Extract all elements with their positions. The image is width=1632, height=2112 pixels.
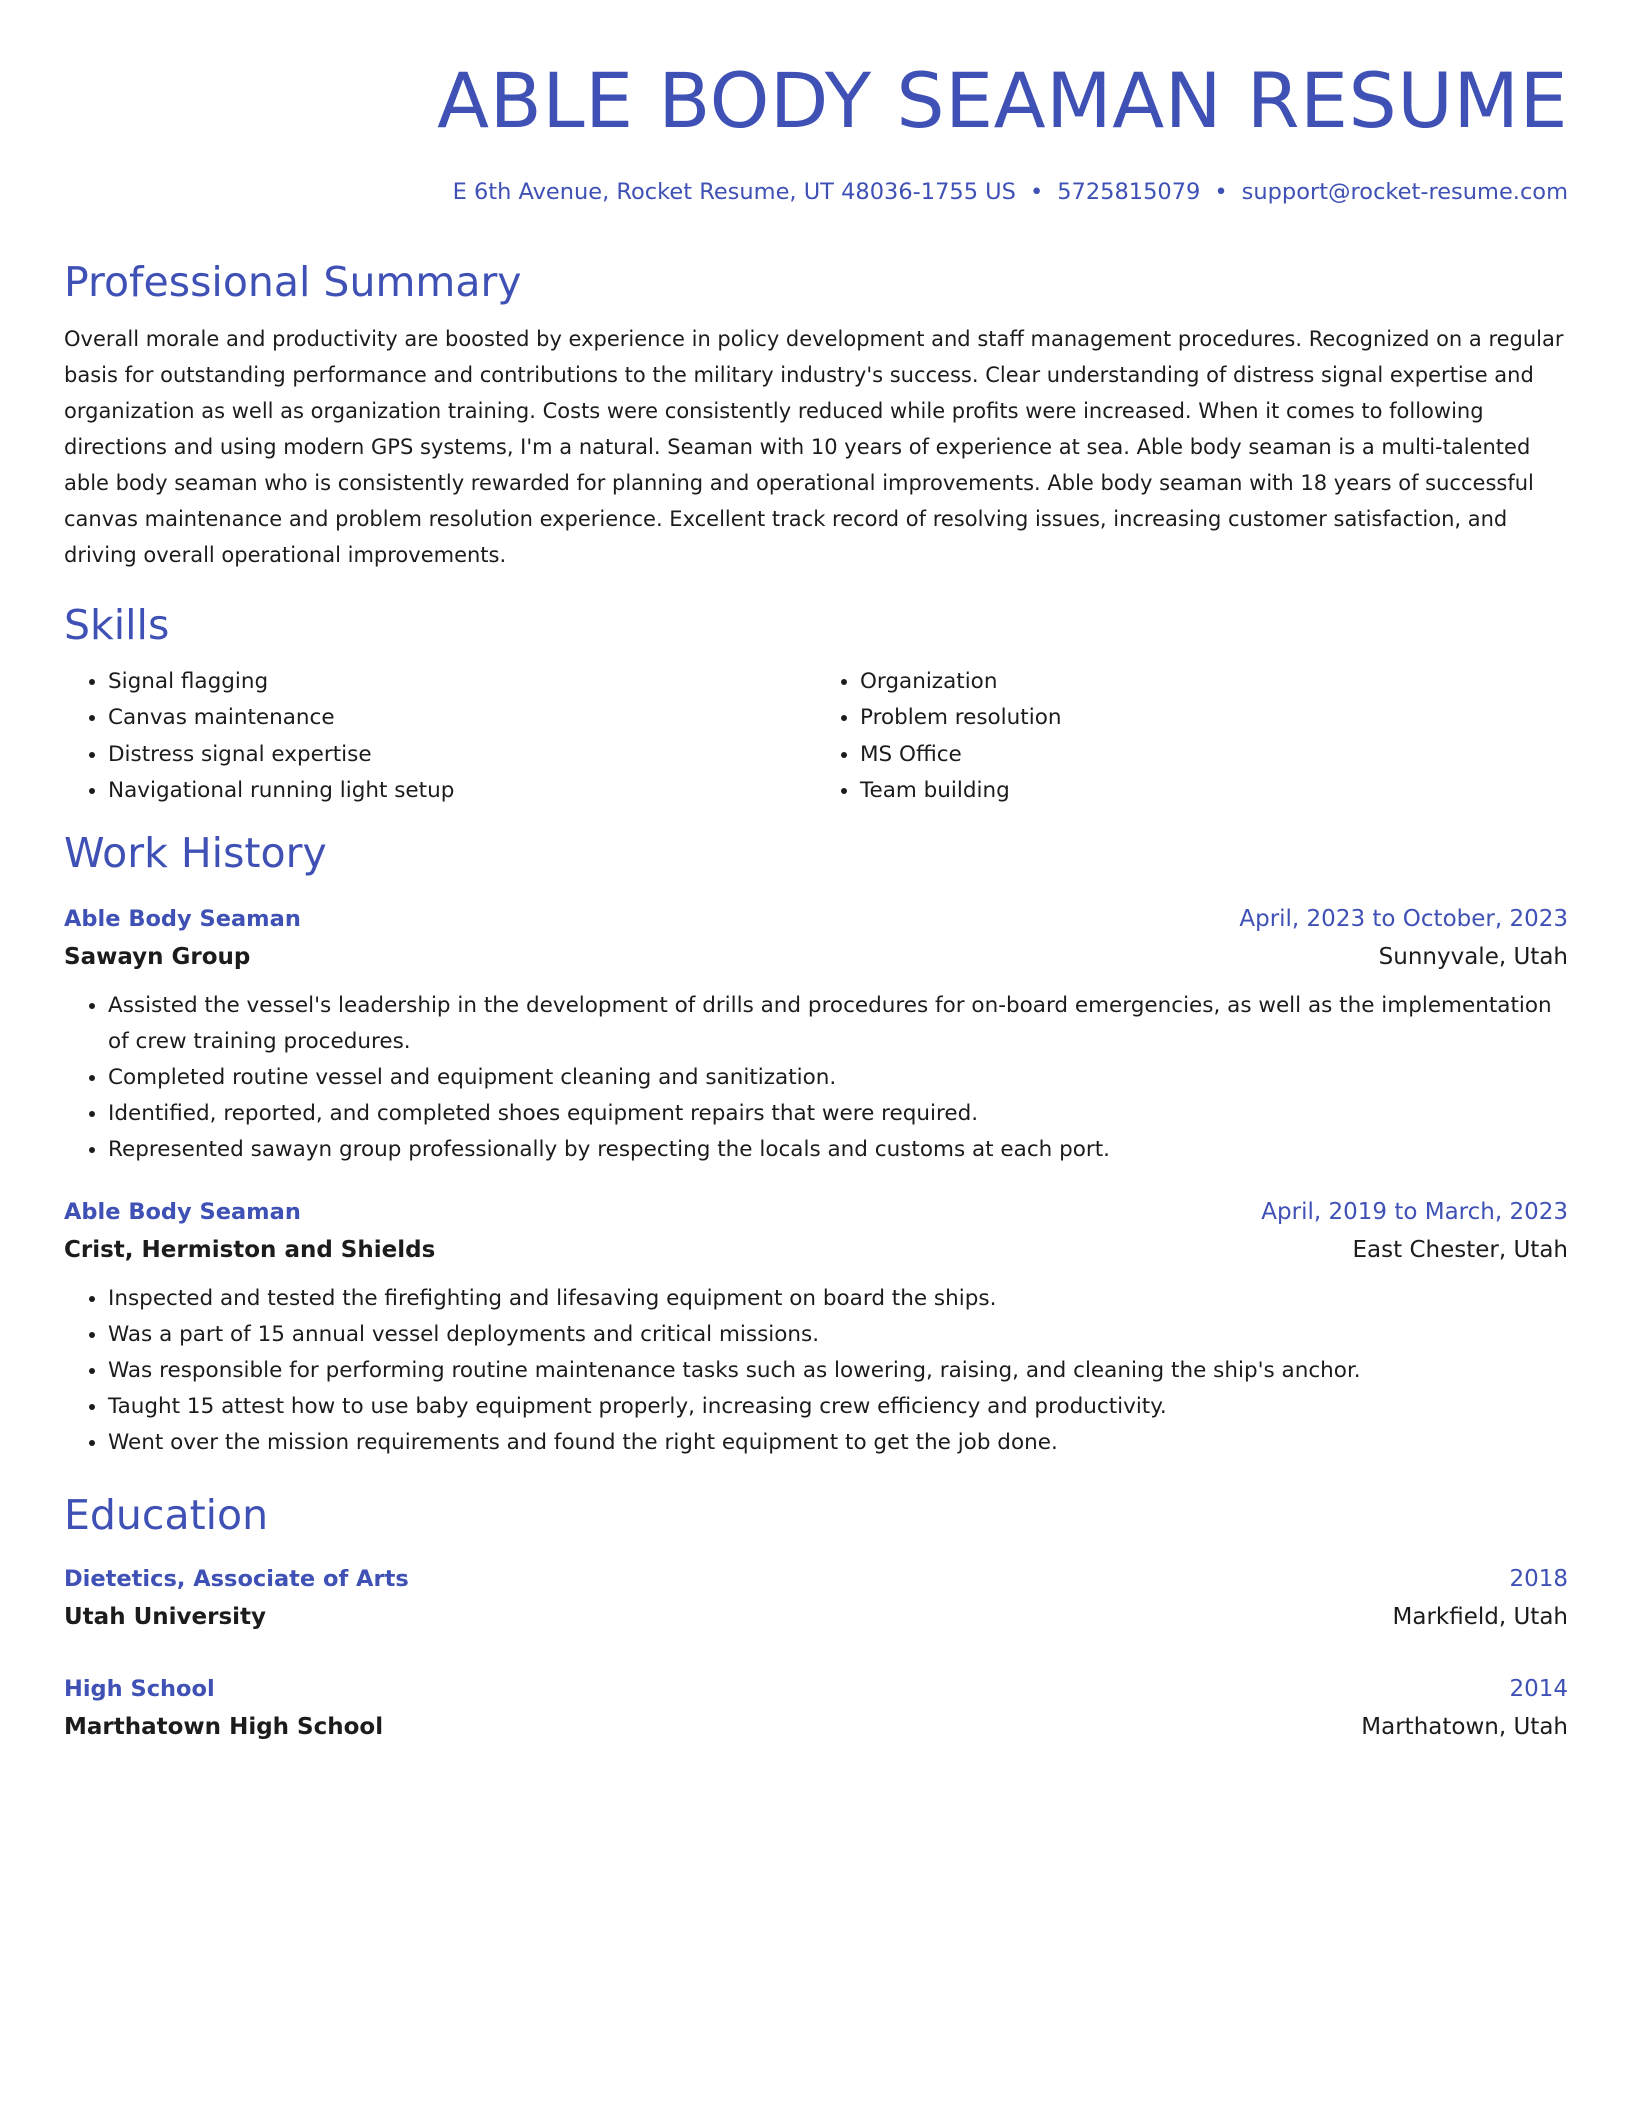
skills-list — [64, 664, 1568, 810]
skills-heading: Skills — [64, 600, 170, 649]
job-bullet: • Was responsible for performing routine maintenance tasks such as lowering, raising, and cleaning the ship's anchor. — [108, 1353, 1568, 1389]
skills-column-right — [816, 664, 1568, 810]
skill-item: • Canvas maintenance — [108, 700, 816, 737]
job-dates: April, 2019 to March, 2023 — [1261, 1198, 1568, 1225]
job-bullet: • Inspected and tested the firefighting and lifesaving equipment on board the ships. — [108, 1281, 1568, 1317]
summary-heading: Professional Summary — [64, 257, 522, 306]
education-entry — [64, 1670, 1568, 1746]
job-subheader — [64, 938, 1568, 976]
skill-item: • Navigational running light setup — [108, 773, 816, 810]
job-dates: April, 2023 to October, 2023 — [1239, 905, 1568, 932]
skill-item: • MS Office — [860, 737, 1568, 774]
education-header — [64, 1560, 1568, 1598]
skill-item: • Distress signal expertise — [108, 737, 816, 774]
contact-address: E 6th Avenue, Rocket Resume, UT 48036-1755 US — [452, 179, 1016, 205]
job-bullet: • Went over the mission requirements and found the right equipment to get the job done. — [108, 1425, 1568, 1461]
skill-item: • Team building — [860, 773, 1568, 810]
job-bullet: • Taught 15 attest how to use baby equipment properly, increasing crew efficiency and productivity. — [108, 1389, 1568, 1425]
education-header — [64, 1670, 1568, 1708]
skill-item: • Signal flagging — [108, 664, 816, 701]
skill-item: • Organization — [860, 664, 1568, 701]
job-bullet: • Identified, reported, and completed shoes equipment repairs that were required. — [108, 1096, 1568, 1132]
education-degree: High School — [64, 1675, 215, 1702]
contact-separator: • — [1029, 179, 1044, 205]
job-header — [64, 900, 1568, 938]
job-bullets — [64, 988, 1568, 1168]
education-subheader — [64, 1708, 1568, 1746]
education-year: 2018 — [1509, 1565, 1568, 1592]
job-header — [64, 1193, 1568, 1231]
contact-separator: • — [1214, 179, 1228, 205]
education-degree: Dietetics, Associate of Arts — [64, 1565, 409, 1592]
job-title: Able Body Seaman — [64, 905, 301, 932]
education-heading: Education — [64, 1490, 269, 1539]
resume-title: ABLE BODY SEAMAN RESUME — [437, 56, 1568, 145]
education-location: Marthatown, Utah — [1361, 1713, 1568, 1740]
contact-phone: 5725815079 — [1057, 179, 1201, 205]
contact-email[interactable]: support@rocket-resume.com — [1241, 179, 1568, 205]
job-bullet: • Represented sawayn group professionally by respecting the locals and customs at each port. — [108, 1132, 1568, 1168]
education-school: Utah University — [64, 1603, 267, 1630]
contact-line — [64, 181, 1568, 204]
job-company: Crist, Hermiston and Shields — [64, 1236, 436, 1263]
job-location: Sunnyvale, Utah — [1378, 943, 1568, 970]
job-subheader — [64, 1231, 1568, 1269]
job-title: Able Body Seaman — [64, 1198, 301, 1225]
job-bullet: • Was a part of 15 annual vessel deployments and critical missions. — [108, 1317, 1568, 1353]
job-entry — [64, 1193, 1568, 1461]
job-bullet: • Completed routine vessel and equipment cleaning and sanitization. — [108, 1060, 1568, 1096]
education-year: 2014 — [1509, 1675, 1568, 1702]
skills-column-left — [64, 664, 816, 810]
education-location: Markfield, Utah — [1392, 1603, 1568, 1630]
education-school: Marthatown High School — [64, 1713, 384, 1740]
summary-text: Overall morale and productivity are boosted by experience in policy development and staff management procedures. Recognized on a regular basis for outstanding performance and contributions to the military industry's success. Clear understanding of distress signal expertise and organization as well as organization training. Costs were consistently reduced while profits were increased. When it comes to following directions and using modern GPS systems, I'm a natural. Seaman with 10 years of experience at sea. Able body seaman is a multi-talented able body seaman who is consistently rewarded for planning and operational improvements. Able body seaman with 18 years of successful canvas maintenance and problem resolution experience. Excellent track record of resolving issues, increasing customer satisfaction, and driving overall operational improvements. — [64, 326, 1564, 567]
job-location: East Chester, Utah — [1352, 1236, 1568, 1263]
job-company: Sawayn Group — [64, 943, 251, 970]
skill-item: • Problem resolution — [860, 700, 1568, 737]
job-entry — [64, 900, 1568, 1168]
job-bullets — [64, 1281, 1568, 1461]
work-history-heading: Work History — [64, 828, 327, 877]
job-bullet: • Assisted the vessel's leadership in the development of drills and procedures for on-board emergencies, as well as the implementation of crew training procedures. — [108, 988, 1568, 1060]
education-entry — [64, 1560, 1568, 1636]
education-subheader — [64, 1598, 1568, 1636]
